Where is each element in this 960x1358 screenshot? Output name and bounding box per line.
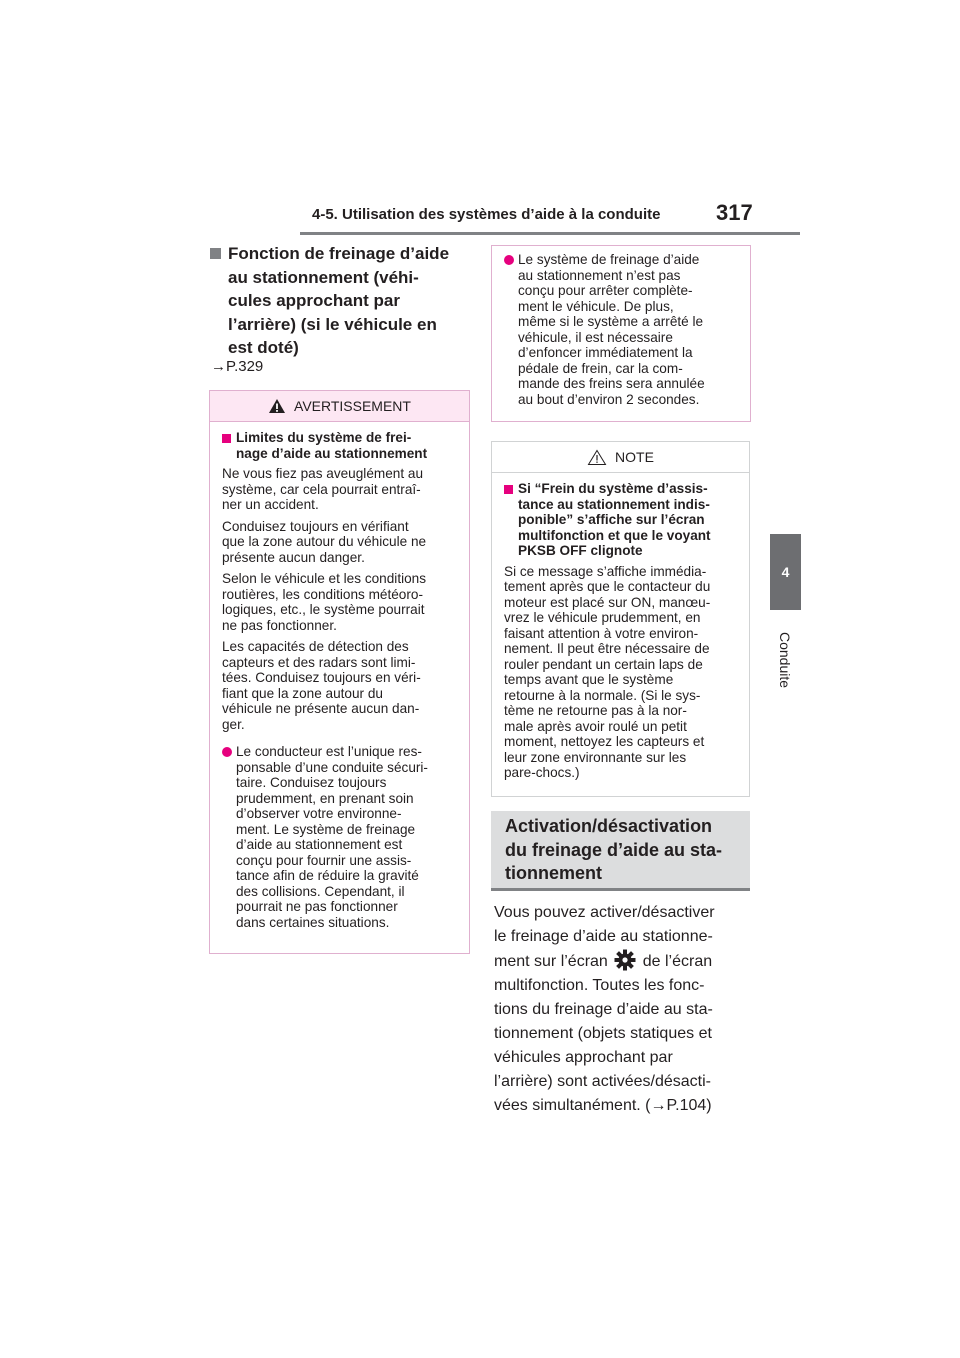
warning-box-continued <box>491 245 751 422</box>
note-paragraph: Si ce message s’affiche immédia- tement après que le contacteur du moteur est placé sur ON, manœu- vrez le véhicule prudemment, en faisant attention à votre environ- nement. Il peut être nécessaire de rouler pendant un certain laps de temps avant que le système retourne à la normale. (Si le sys- tème ne retourne pas à la nor- male après avoir roulé un petit moment, nettoyez les capteurs et leur zone environnante sur les pare-chocs.) <box>504 563 711 780</box>
note-box <box>491 441 750 797</box>
reference-text: P.329 <box>226 358 264 375</box>
note-item-heading-text: Si “Frein du système d’assis- tance au stationnement indis- ponible” s’affiche sur l’écran multifonction et que le voyant PKSB OFF clignote <box>518 481 711 558</box>
warning-bullet <box>222 744 457 930</box>
warning-paragraph: Les capacités de détection des capteurs et des radars sont limi- tées. Conduisez toujours en véri- fiant que la zone autour du véhicule ne présente aucun dan- ger. <box>222 639 421 732</box>
sub-heading-line: au stationnement (véhi- <box>228 267 419 287</box>
warning-title-text: AVERTISSEMENT <box>294 398 411 414</box>
sub-heading-line: est doté) <box>228 338 299 357</box>
note-box-title <box>492 442 749 473</box>
warning-bullet-text: Le conducteur est l’unique res- ponsable d’une conduite sécuri- taire. Conduisez toujours prudemment, en prenant soin d’observer votre environne- ment. Le système de freinage d’aide au stationnement est conçu pour fournir une assis- tance afin de réduire la gravité des collisions. Cependant, il pourrait ne pas fonctionner dans certaines situations. <box>236 744 428 930</box>
sub-heading-line: Fonction de freinage d’aide <box>228 244 450 263</box>
right-arrow-icon: → <box>211 358 226 375</box>
note-item-heading <box>504 481 737 559</box>
body-text-end: ) <box>706 1097 712 1114</box>
warning-paragraph: Ne vous fiez pas aveuglément au système, car cela pourrait entraî- ner un accident. <box>222 466 424 512</box>
caution-triangle-outline-icon <box>587 449 607 466</box>
chapter-label-text: Conduite <box>777 631 794 689</box>
sub-heading-line: cules approchant par <box>228 291 400 310</box>
section-heading-text: Activation/désactivation du freinage d’aide au sta- tionnement <box>505 816 723 883</box>
section-title: 4-5. Utilisation des systèmes d’aide à la conduite <box>312 206 661 223</box>
right-arrow-icon: → <box>650 1097 667 1114</box>
body-text-part1: Vous pouvez activer/désactiver le freinage d’aide au stationne- ment sur l’écran <box>494 904 715 970</box>
warning-bullet <box>504 252 738 407</box>
body-reference[interactable]: P.104 <box>666 1097 707 1114</box>
warning-item-heading-text: Limites du système de frei- nage d’aide au stationnement <box>236 430 428 461</box>
page-reference[interactable] <box>211 358 263 375</box>
warning-triangle-icon <box>268 398 286 414</box>
sub-heading-line: l’arrière) (si le véhicule en <box>228 314 437 334</box>
warning-continued-body <box>492 246 750 415</box>
sub-heading <box>210 242 470 360</box>
body-text <box>494 901 754 1118</box>
warning-paragraph: Selon le véhicule et les conditions routières, les conditions météoro- logiques, etc., le système pourrait ne pas fonctionner. <box>222 571 427 633</box>
section-heading <box>491 811 750 891</box>
warning-box-title <box>210 391 469 422</box>
note-box-body <box>492 473 749 795</box>
square-bullet-icon <box>210 248 221 259</box>
header-rule <box>300 232 800 235</box>
gear-icon <box>614 949 636 971</box>
page-number: 317 <box>716 200 753 225</box>
warning-paragraph: Conduisez toujours en vérifiant que la zone autour du véhicule ne présente aucun danger. <box>222 518 427 565</box>
warning-item-heading <box>222 430 457 461</box>
chapter-label <box>770 620 801 700</box>
warning-box <box>209 390 470 954</box>
warning-box-body <box>210 422 469 938</box>
note-title-text: NOTE <box>615 449 654 465</box>
warning-continued-text: Le système de freinage d’aide au stationnement n’est pas conçu pour arrêter complète- ment le véhicule. De plus, même si le système a arrêté le véhicule, il est nécessaire d’enfoncer immédiatement la pédale de frein, car la com- mande des freins sera annulée au bout d’environ 2 secondes. <box>518 252 705 407</box>
chapter-number: 4 <box>781 564 790 580</box>
body-text-part2: de l’écran multifonction. Toutes les fonc- tions du freinage d’aide au sta- tionnement (objets statiques et véhicules approchant par l’arrière) sont activées/désacti- vées simultanément. ( <box>494 953 713 1114</box>
chapter-tab <box>770 534 801 610</box>
